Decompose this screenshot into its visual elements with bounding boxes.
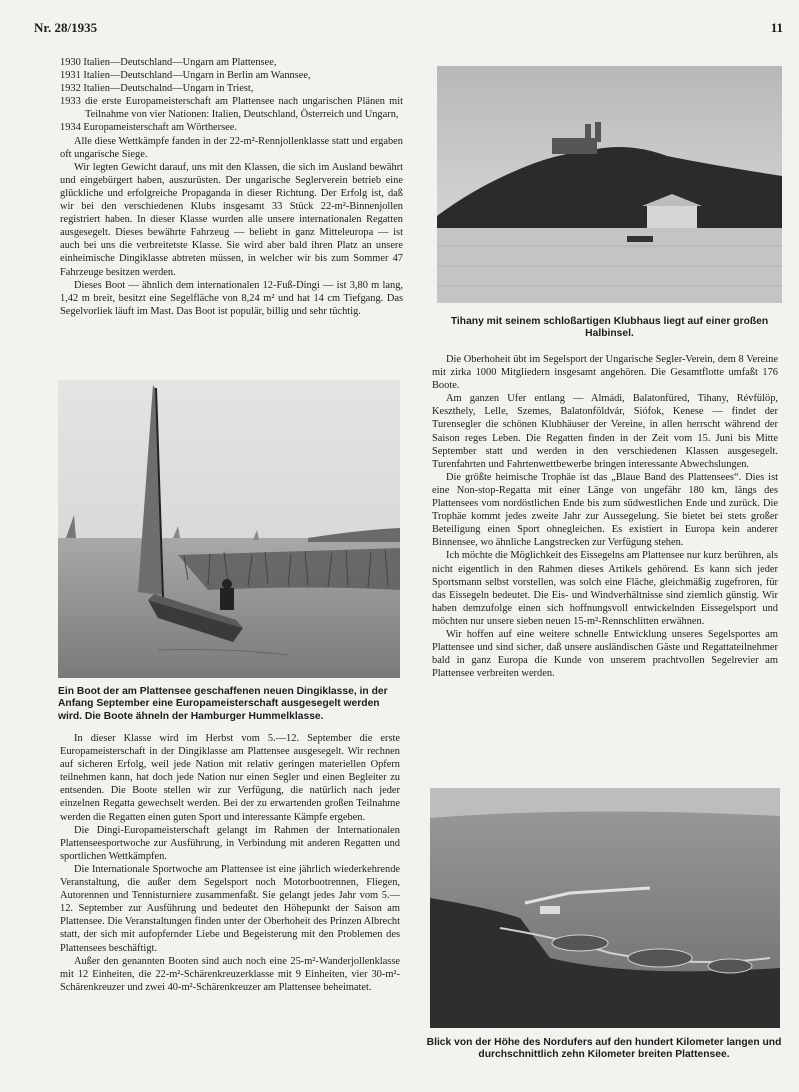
paragraph: Am ganzen Ufer entlang — Almádi, Balatonfüred, Tihany, Révfülöp, Keszthely, Lelle, Szemes, Balatonföldvár, Siófok, Kenese — findet der Turensegler die schönen Klubhäuser der Vereine, in allen herrscht während der Saison reges Leben. Die Regatten finden in der Zeit vom 15. Juni bis Mitte September statt und werden in den verschiedenen Klassen ausgesegelt. Turenfahrten und Fahrtenwettbewerbe bringen interessante Abwechslungen. (432, 393, 778, 470)
issue-number: Nr. 28/1935 (34, 20, 98, 35)
sailing-dinghy-photo (58, 380, 400, 678)
results-list (60, 56, 403, 135)
paragraph: Wir hoffen auf eine weitere schnelle Entwicklung unseres Segelsportes am Plattensee und sind sicher, daß unsere ausländischen Gäste und Regattateilnehmer bald in ganz Europa die Kunde von unserem prachtvollen Segelrevier am Plattensee verbreiten werden. (432, 628, 778, 680)
paragraph: Die Oberhoheit übt im Segelsport der Ungarische Segler-Verein, dem 8 Vereine mit zirka 1000 Mitgliedern insgesamt angehören. Die Gesamtflotte umfaßt 176 Boote. (432, 354, 778, 392)
lake-shore-photo-icon (430, 788, 780, 1028)
right-column (432, 353, 778, 680)
lake-shore-photo (430, 788, 780, 1028)
paragraph: Die Internationale Sportwoche am Plattensee ist eine jährlich wiederkehrende Veranstaltung, die außer dem Segelsport noch Motorbootrennen, Fliegen, Autorennen und Tennisturniere zusammenfaßt. Sie gelangt jedes Jahr vom 5.—12. September zur Ausführung und bedeutet den Höhepunkt der Saison am Plattensee. Die Veranstaltungen finden unter der Oberhoheit des Prinzen Albrecht statt, der sich mit aufopfernder Liebe und Begeisterung mit den Problemen des Plattensees beschäftigt. (60, 863, 400, 954)
paragraph: Dieses Boot — ähnlich dem internationalen 12-Fuß-Dingi — ist 3,80 m lang, 1,42 m breit, besitzt eine Segelfläche von 8,24 m² und hat 14 cm Tiefgang. Das Segelvorliek läuft im Mast. Das Boot ist populär, billig und sehr tüchtig. (60, 279, 403, 317)
paragraph: Die größte heimische Trophäe ist das „Blaue Band des Plattensees“. Dies ist eine Non-stop-Regatta mit einer Länge von ungefähr 180 km, längs des Plattensees vom nordöstlichen Ende bis zum südwestlichen Ende und zurück. Die Trophäe kommt jedes zweite Jahr zur Aussegelung. Sie bietet bei stets großer Beteiligung einen Sport ohnegleichen. Es existiert in Europa kein anderer Binnensee, wo ähnliche Langstrecken zur Verfügung stehen. (432, 471, 778, 549)
page-number: 11 (770, 20, 783, 35)
tihany-photo-icon (437, 66, 782, 303)
paragraph: Wir legten Gewicht darauf, uns mit den Klassen, die sich im Ausland bewährt und eingebürgert haben, auszurüsten. Der ungarische Seglerverein betrieb eine glückliche und erfolgreiche Propaganda in dieser Richtung. Der Erfolg ist, daß wir bei den verschiedenen Klubs insgesamt 33 Stück 22-m²-Binnenjollen registriert haben. In dieser Klasse wurden alle unsere internationalen Regatten ausgesegelt. Dieses bewährte Fahrzeug — beliebt in ganz Mitteleuropa — ist auch bei uns die verbreitetste Klasse. Sie wird aber bald ihren Platz an unsere einheimische Dingiklasse abtreten müssen, in welcher wir bis zum Sommer 47 Fahrzeuge besitzen werden. (60, 161, 403, 278)
list-item: 1932 Italien—Deutschalnd—Ungarn in Triest, (60, 83, 254, 95)
paragraph: Ich möchte die Möglichkeit des Eissegelns am Plattensee nur kurz berühren, als nicht eigentlich in den Rahmen dieses Artikels gehörend. Es kann sich jeder Sportsmann selbst vorstellen, was solch eine Fläche, gleichmäßig zugefroren, für das Eissegeln bedeutet. Die Eis- und Windverhältnisse sind ziemlich günstig. Wir haben demzufolge einen sich hoffnungsvoll entwickelnden Eissegelsport und möchten nur unsere sieben neuen 15-m²-Rennschlitten erwähnen. (432, 550, 778, 627)
paragraph: Alle diese Wettkämpfe fanden in der 22-m²-Rennjollenklasse statt und ergaben oft ungarische Siege. (60, 135, 403, 160)
left-column-bottom (60, 732, 400, 994)
tihany-photo-caption: Tihany mit seinem schloßartigen Klubhaus liegt auf einer großen Halbinsel. (450, 316, 769, 340)
lake-shore-photo-caption: Blick von der Höhe des Nordufers auf den hundert Kilometer langen und durchschnittlich zehn Kilometer breiten Plattensee. (426, 1037, 782, 1061)
left-column-top (60, 56, 403, 318)
paragraph: Außer den genannten Booten sind auch noch eine 25-m²-Wanderjollenklasse mit 12 Einheiten, die 22-m²-Schärenkreuzerklasse mit 9 Einheiten, vier 30-m²-Schärenkreuzer und zwei 40-m²-Schärenkreuzer am Plattensee beheimatet. (60, 955, 400, 993)
list-item: 1933 die erste Europameisterschaft am Plattensee nach ungarischen Plänen mit Teilnahme von vier Nationen: Italien, Deutschland, Österreich und Ungarn, (60, 96, 403, 121)
list-item: 1931 Italien—Deutschland—Ungarn in Berlin am Wannsee, (60, 70, 311, 82)
paragraph: In dieser Klasse wird im Herbst vom 5.—12. September die erste Europameisterschaft in der Dingiklasse am Plattensee ausgesegelt. Wir rechnen auf sicheren Erfolg, weil jede Nation mit relativ geringen materiellen Opfern teilnehmen kann, hat doch jede Nation nur einen Segler und einen Begleiter zu entsenden. Die Boote stellen wir zur Verfügung, die natürlich nach jeder einzelnen Regatta gewechselt werden. Bei der zu erwartenden großen Teilnahme werden die Regatten einen guten Sport und interessante Kämpfe ergeben. (60, 733, 400, 823)
list-item: 1934 Europameisterschaft am Wörthersee. (60, 122, 237, 134)
list-item: 1930 Italien—Deutschland—Ungarn am Plattensee, (60, 57, 277, 68)
paragraph: Die Dingi-Europameisterschaft gelangt im Rahmen der Internationalen Plattenseesportwoche zur Ausführung, in Verbindung mit anderen Regatten und sportlichen Wettkämpfen. (60, 824, 400, 862)
tihany-photo (437, 66, 782, 303)
dinghy-photo-icon (58, 380, 400, 678)
boat-photo-caption: Ein Boot der am Plattensee geschaffenen neuen Dingiklasse, in der Anfang September eine Europameisterschaft ausgesegelt werden wird. Die Boote ähneln der Hamburger Hummelklasse. (58, 686, 388, 722)
